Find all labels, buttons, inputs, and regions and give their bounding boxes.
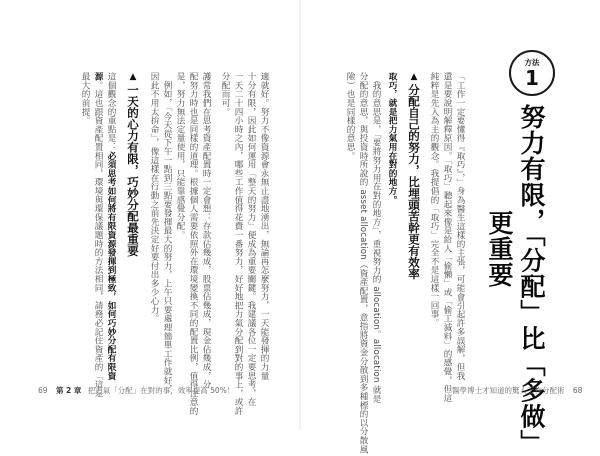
right-body-line-1: 我的意思是，「要將努力用在對的地方」，重視努力的 allocation。allocation 就是 <box>371 72 381 404</box>
tail-plain-2: 。這也跟資產配置相同，環境與環保議題時的方法相同，請務必記住資產的「這是 <box>93 80 103 398</box>
intro-line-3: 純粹是先入為主的觀念。我提倡的「取巧」完全不是這樣一回事。 <box>429 72 439 328</box>
tail-bold-1: 必須思考如何將有限資源發揮到極致，如何巧妙分配有限資 <box>106 151 116 381</box>
left-footer <box>38 385 234 396</box>
chapter-title: 把力氣「分配」在對的事，效率提高 50%！ <box>87 386 235 395</box>
right-body-line-2: 分配的意思，與投資時所說的 asset allocation（資產配置，意指將資金分散到多種標的以分散風 <box>358 72 368 454</box>
left-tail-line-1 <box>105 72 117 380</box>
page-gutter <box>299 0 301 429</box>
tail-bold-2: 源 <box>93 72 103 81</box>
left-body-line-1: 適就好。努力不像資源會永無止盡地湧出，無論再怎麼努力，一天能發揮的力量 <box>259 72 269 380</box>
triangle-bullet-icon: ▲ <box>128 72 138 82</box>
page-title-line-2: 更重要 <box>485 210 514 288</box>
left-body-line-9: 因此不用太拚命」，像這樣在行動之前先決定好要付出多少心力。 <box>149 72 159 323</box>
section-heading-left-text: 一天的心力有限，巧妙分配最重要 <box>126 84 140 257</box>
tail-plain-1: 這個觀念的重點是： <box>106 72 116 152</box>
page-number-right: 68 <box>572 386 583 395</box>
left-body-line-7: 是，努力無法定量使用，只能靠感覺分配。 <box>175 72 185 240</box>
left-body-line-3: 一天二十四小時之內，哪些工作值得花費一番努力，好好地把力氣分配到對的事上，或許 <box>233 72 243 416</box>
method-badge-label: 方法 <box>524 57 540 67</box>
method-badge-number: 1 <box>525 65 539 90</box>
left-body-line-5: 護常我們在思考資產配置時一定會想：存款佔幾成，股票佔幾成，現金佔幾成，分 <box>201 72 211 389</box>
left-tail-line-2 <box>92 72 104 398</box>
section-heading-right <box>407 72 421 280</box>
left-body-line-6: 配努力時也是同樣的道理。根據個人需要依照外在環境變換不同的配置比例，值得注意的 <box>188 72 198 416</box>
running-header: 醫學博士才知道的驚人工作分配術 <box>452 386 565 395</box>
chapter-label: 第 2 章 <box>55 386 82 395</box>
right-footer <box>452 385 582 396</box>
right-body-line-3: 險）也是同樣的意思。 <box>345 72 355 160</box>
section-heading-left <box>126 72 140 257</box>
page-title-line-1: 努力有限，「分配」比「多做」 <box>517 104 546 456</box>
left-tail-line-3: 最大的前提。 <box>80 72 90 125</box>
left-body-line-2: 十分有限，因此如何運用「整天的努力」便成為重要關鍵。我建議各位一定要思考，在 <box>246 72 256 407</box>
section-heading-right-text: 分配自己的努力，比埋頭苦幹更有效率 <box>407 84 421 280</box>
key-point: 取巧，就是把力氣用在對的地方。 <box>387 72 397 204</box>
method-badge <box>509 50 555 96</box>
left-body-line-8: 例如，「今天從下午一點到三點要發揮最大的努力，上午只要處理簡單工作就好， <box>162 72 172 394</box>
left-body-line-4: 分配而可。 <box>220 72 230 116</box>
triangle-bullet-icon: ▲ <box>409 72 419 82</box>
page-number-left: 69 <box>38 386 48 395</box>
intro-line-1: 「工作一定要懂得『取巧』，」身為醫生這樣的主張，可能會引起許多誤解，但我 <box>455 72 465 381</box>
intro-line-2: 還是要說明解釋原因。「取巧」聽起來像是給人「偷懶」或「偷工減料」的感覺，但這 <box>442 72 452 403</box>
